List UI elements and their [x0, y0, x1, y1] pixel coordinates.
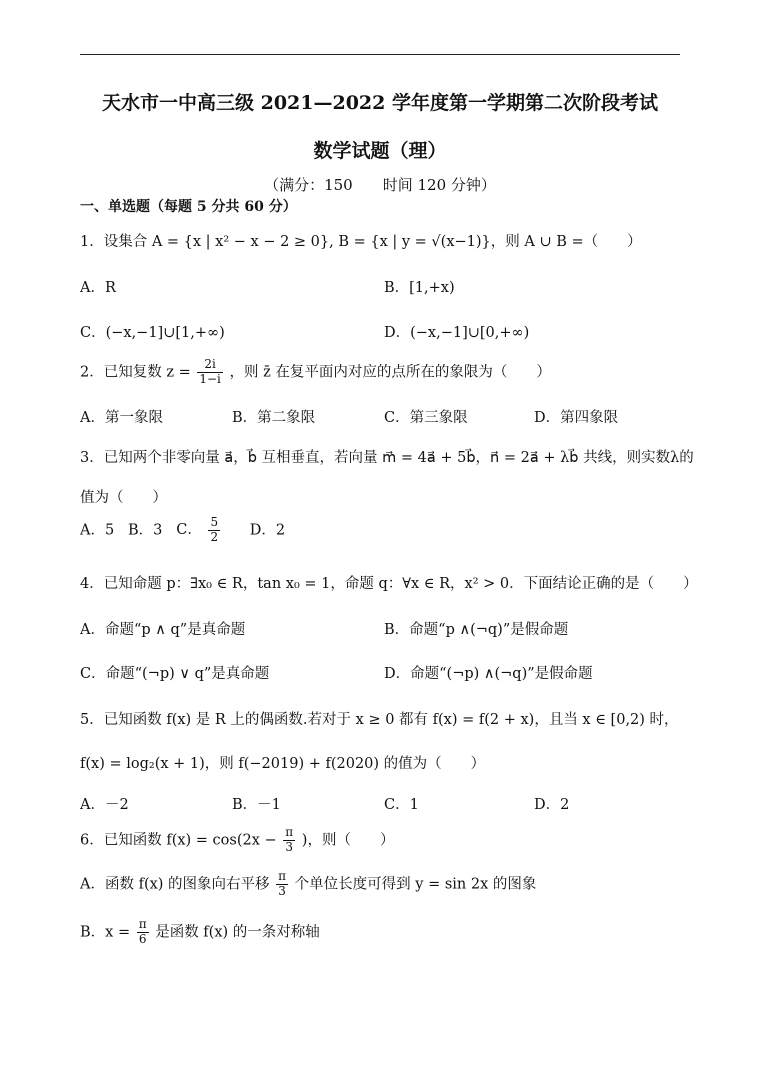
q6-fraction: [283, 826, 295, 855]
q6-option-b-fraction: [137, 918, 149, 947]
q5-stem-2: f(x) = log₂(x + 1)，则 f(−2019) + f(2020) 的值为（ ）: [80, 756, 486, 772]
q3-c-den: 2: [210, 529, 219, 544]
q3-stem: 3．已知两个非零向量 a⃗，b⃗ 互相垂直，若向量 m⃗ = 4a⃗ + 5b⃗，n⃗ = 2a⃗ + λb⃗ 共线，则实数λ的: [80, 450, 694, 466]
q2-option-b: B．第二象限: [232, 410, 316, 426]
q1-stem: 1．设集合 A = {x | x² − x − 2 ≥ 0}, B = {x | y = √(x−1)}，则 A ∪ B =（ ）: [80, 234, 642, 250]
q5-option-d: D．2: [534, 797, 570, 813]
q6-option-b-post: 是函数 f(x) 的一条对称轴: [155, 924, 320, 941]
exam-title: 天水市一中高三级 2021—2022 学年度第一学期第二次阶段考试: [102, 92, 658, 114]
q6-stem-post: )，则（ ）: [301, 832, 395, 849]
q4-stem: 4．已知命题 p：∃x₀ ∈ R，tan x₀ = 1，命题 q：∀x ∈ R，x² > 0．下面结论正确的是（ ）: [80, 576, 698, 592]
q2-stem: [80, 358, 551, 387]
q6-frac-num: π: [285, 825, 294, 839]
q3-option-d: D．2: [249, 522, 286, 539]
q4-option-b: B．命题“p ∧(¬q)”是假命题: [384, 622, 569, 638]
q6-option-a-pre: A．函数 f(x) 的图象向右平移: [80, 876, 270, 893]
q5-option-b: B．－1: [232, 797, 281, 813]
q6-stem: [80, 826, 394, 855]
q3-option-a: A．5: [80, 522, 115, 539]
q3-stem-2: 值为（ ）: [80, 490, 167, 506]
q3-option-c: [176, 515, 226, 544]
section-heading: 一、单选题（每题 5 分共 60 分）: [80, 199, 297, 215]
q6-option-a: [80, 870, 536, 899]
q2-fraction: [197, 358, 223, 387]
q4-option-a: A．命题“p ∧ q”是真命题: [80, 622, 246, 638]
q6-option-a-fraction: [276, 870, 288, 899]
q4-option-c: C．命题“(¬p) ∨ q”是真命题: [80, 666, 270, 682]
q3-option-c-label: C．: [176, 522, 202, 539]
q6-option-b: [80, 918, 320, 947]
q2-stem-post: ，则 z̄ 在复平面内对应的点所在的象限为（ ）: [229, 364, 551, 381]
q6-a-den: 3: [278, 883, 286, 898]
q3-c-num: 5: [210, 515, 219, 529]
exam-info: （满分：150 时间 120 分钟）: [264, 176, 496, 194]
q3-option-c-fraction: [208, 516, 220, 545]
q1-option-d: D．(−x,−1]∪[0,+∞): [384, 325, 530, 341]
q6-option-b-pre: B．x =: [80, 924, 131, 941]
q6-a-num: π: [278, 869, 287, 883]
q4-option-d: D．命题“(¬p) ∧(¬q)”是假命题: [384, 666, 593, 682]
q3-option-b: B．3: [128, 522, 163, 539]
q6-frac-den: 3: [285, 839, 294, 854]
q1-option-b: B．[1,+x): [384, 280, 455, 296]
header-rule: [80, 54, 680, 55]
q5-stem: 5．已知函数 f(x) 是 R 上的偶函数.若对于 x ≥ 0 都有 f(x) = f(2 + x)，且当 x ∈ [0,2) 时，: [80, 712, 679, 728]
q2-option-c: C．第三象限: [384, 410, 468, 426]
q6-b-den: 6: [138, 931, 147, 946]
q2-option-a: A．第一象限: [80, 410, 163, 426]
q5-option-a: A．－2: [80, 797, 129, 813]
q6-stem-pre: 6．已知函数 f(x) = cos(2x −: [80, 832, 277, 849]
q2-option-d: D．第四象限: [534, 410, 619, 426]
q1-option-c: C．(−x,−1]∪[1,+∞): [80, 325, 225, 341]
q6-option-a-post: 个单位长度可得到 y = sin 2x 的图象: [294, 876, 537, 893]
exam-subtitle: 数学试题（理）: [313, 140, 447, 162]
q6-b-num: π: [138, 917, 147, 931]
q1-option-a: A．R: [80, 280, 116, 296]
q2-frac-den: 1−i: [199, 371, 221, 386]
q5-option-c: C．1: [384, 797, 419, 813]
q3-options: [80, 516, 285, 545]
q2-frac-num: 2i: [197, 358, 223, 373]
q2-stem-pre: 2．已知复数 z =: [80, 364, 191, 381]
